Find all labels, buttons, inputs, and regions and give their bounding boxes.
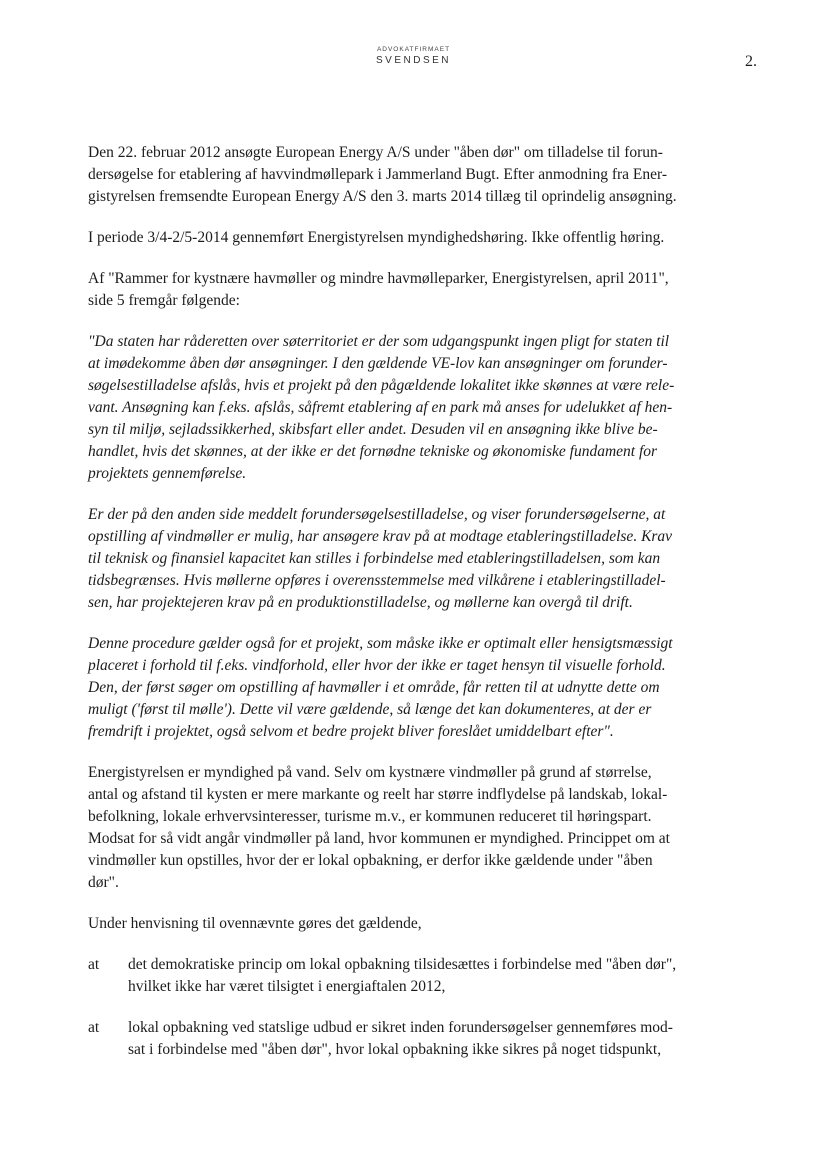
text-line: Er der på den anden side meddelt forundersøgelsestilladelse, og viser forundersøgelserne, at xyxy=(88,506,666,523)
text-line: antal og afstand til kysten er mere markante og reelt har større indflydelse på landskab, lokal- xyxy=(88,786,668,803)
claim-item xyxy=(88,954,748,998)
text-line: placeret i forhold til f.eks. vindforhold, eller hvor der ikke er taget hensyn til visuelle forhold. xyxy=(88,657,666,674)
paragraph-claim-intro xyxy=(88,913,748,935)
claim-item xyxy=(88,1017,748,1061)
letterhead-firm-name: SVENDSEN xyxy=(375,55,451,66)
text-line: Den 22. februar 2012 ansøgte European Energy A/S under "åben dør" om tilladelse til forun- xyxy=(88,144,663,161)
quote-paragraph xyxy=(88,331,748,485)
quote-paragraph xyxy=(88,633,748,743)
text-line: Denne procedure gælder også for et projekt, som måske ikke er optimalt eller hensigtsmæssigt xyxy=(88,635,673,652)
text-line: dersøgelse for etablering af havvindmøllepark i Jammerland Bugt. Efter anmodning fra Ener- xyxy=(88,166,668,183)
page-number: 2. xyxy=(745,53,757,70)
claim-text xyxy=(128,954,748,998)
claim-marker: at xyxy=(88,956,100,973)
text-line: sat i forbindelse med "åben dør", hvor lokal opbakning ikke sikres på noget tidspunkt, xyxy=(128,1041,662,1058)
text-line: gistyrelsen fremsendte European Energy A/S den 3. marts 2014 tillæg til oprindelig ansøgning. xyxy=(88,188,677,205)
text-line: syn til miljø, sejladssikkerhed, skibsfart eller andet. Desuden vil en ansøgning ikke blive be- xyxy=(88,421,658,438)
text-line: dør". xyxy=(88,874,119,891)
text-line: muligt ('først til mølle'). Dette vil være gældende, så længe det kan dokumenteres, at der er xyxy=(88,701,652,718)
text-line: fremdrift i projektet, også selvom et bedre projekt bliver foreslået umiddelbart efter". xyxy=(88,723,614,740)
claim-marker: at xyxy=(88,1019,100,1036)
text-line: handlet, hvis det skønnes, at der ikke er det fornødne tekniske og økonomiske fundament for xyxy=(88,443,658,460)
text-line: tidsbegrænses. Hvis møllerne opføres i overensstemmelse med vilkårene i etableringstilladel- xyxy=(88,572,666,589)
text-line: Energistyrelsen er myndighed på vand. Selv om kystnære vindmøller på grund af størrelse, xyxy=(88,764,652,781)
text-line: Af "Rammer for kystnære havmøller og mindre havmølleparker, Energistyrelsen, april 2011", xyxy=(88,270,669,287)
text-line: hvilket ikke har været tilsigtet i energiaftalen 2012, xyxy=(128,978,446,995)
text-line: side 5 fremgår følgende: xyxy=(88,292,240,309)
text-line: projektets gennemførelse. xyxy=(88,465,247,482)
paragraph-source xyxy=(88,268,748,312)
paragraph-authority xyxy=(88,762,748,894)
text-line: Den, der først søger om opstilling af havmøller i et område, får retten til at udnytte dette om xyxy=(88,679,660,696)
text-line: opstilling af vindmøller er mulig, har ansøgere krav på at modtage etableringstilladelse. Krav xyxy=(88,528,673,545)
text-line: at imødekomme åben dør ansøgninger. I den gældende VE-lov kan ansøgninger om forunder- xyxy=(88,355,668,372)
text-line: Under henvisning til ovennævnte gøres det gældende, xyxy=(88,915,422,932)
document-body xyxy=(88,142,748,1080)
text-line: I periode 3/4-2/5-2014 gennemført Energistyrelsen myndighedshøring. Ikke offentlig høring. xyxy=(88,229,665,246)
claim-text xyxy=(128,1017,748,1061)
text-line: sen, har projektejeren krav på en produktionstilladelse, og møllerne kan overgå til drift. xyxy=(88,594,633,611)
text-line: Modsat for så vidt angår vindmøller på land, hvor kommunen er myndighed. Princippet om at xyxy=(88,830,670,847)
letterhead-firm-label: ADVOKATFIRMAET xyxy=(376,46,451,53)
text-line: søgelsestilladelse afslås, hvis et projekt på den pågældende lokalitet ikke skønnes at være rele- xyxy=(88,377,675,394)
text-line: vant. Ansøgning kan f.eks. afslås, såfremt etablering af en park må anses for udelukket af hen- xyxy=(88,399,673,416)
quote-paragraph xyxy=(88,504,748,614)
text-line: lokal opbakning ved statslige udbud er sikret inden forundersøgelser gennemføres mod- xyxy=(128,1019,673,1036)
text-line: vindmøller kun opstilles, hvor der er lokal opbakning, er derfor ikke gældende under "åben xyxy=(88,852,653,869)
paragraph-application xyxy=(88,142,748,208)
text-line: det demokratiske princip om lokal opbakning tilsidesættes i forbindelse med "åben dør", xyxy=(128,956,677,973)
paragraph-hearing xyxy=(88,227,748,249)
text-line: til teknisk og finansiel kapacitet kan stilles i forbindelse med etableringstilladelsen, som kan xyxy=(88,550,661,567)
text-line: "Da staten har råderetten over søterritoriet er der som udgangspunkt ingen pligt for staten til xyxy=(88,333,670,350)
text-line: befolkning, lokale erhvervsinteresser, turisme m.v., er kommunen reduceret til høringspart. xyxy=(88,808,652,825)
